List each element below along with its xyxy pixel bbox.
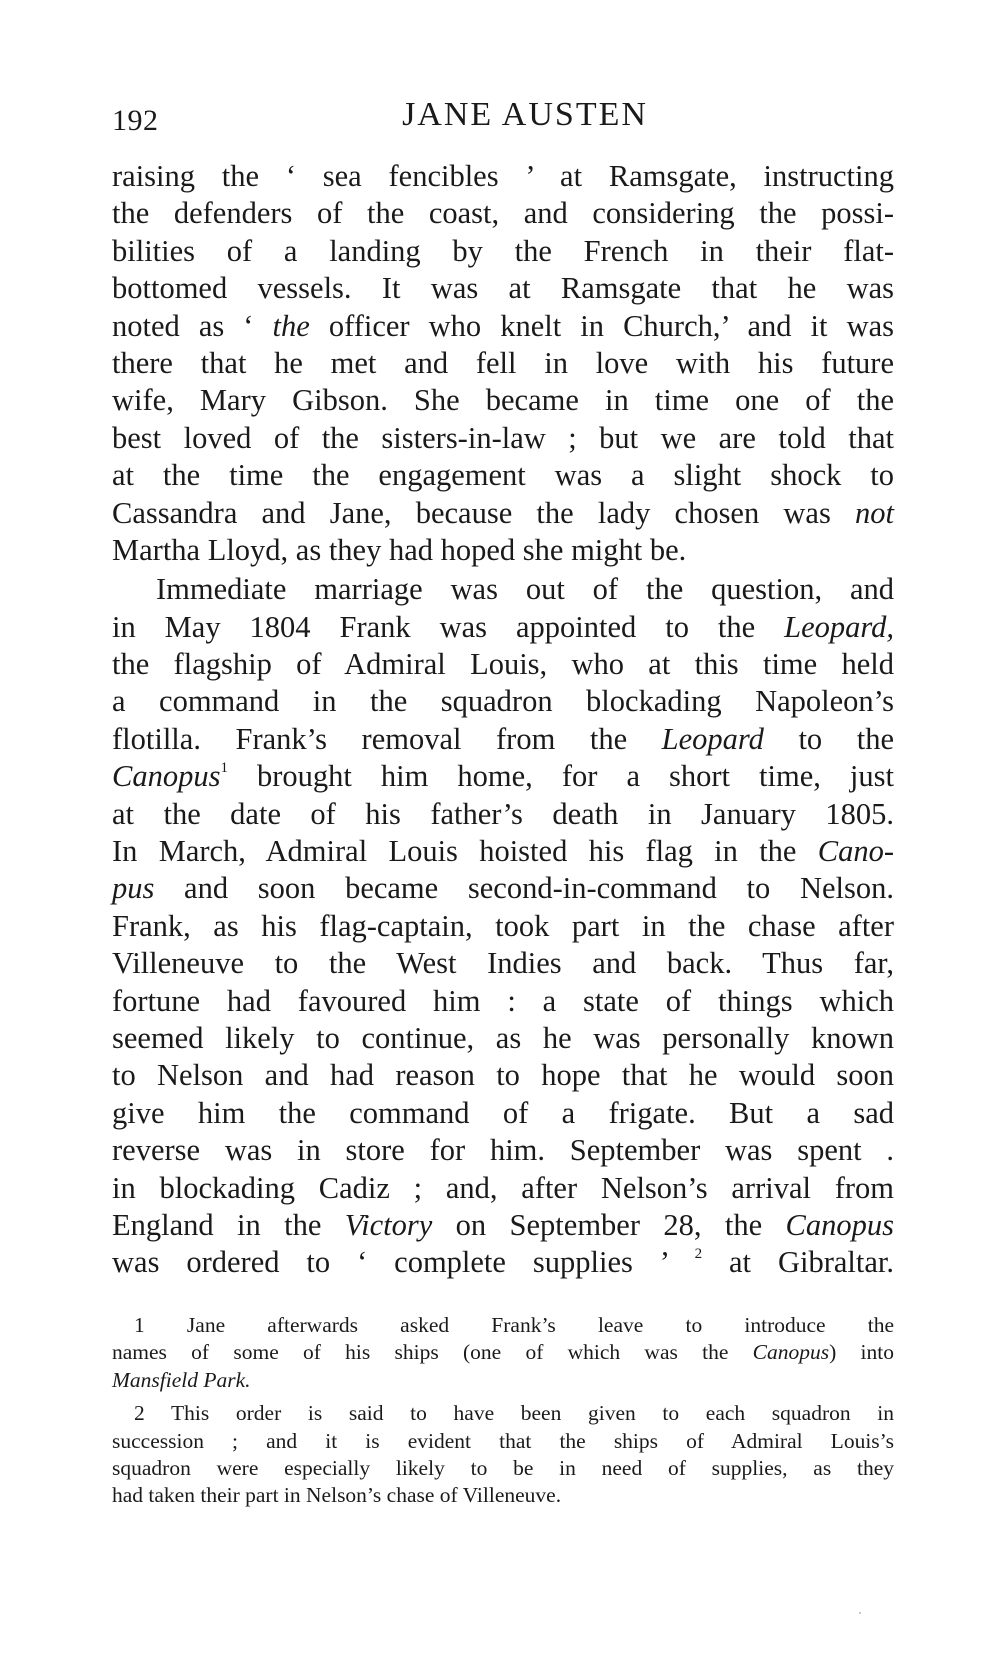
text-line <box>112 721 894 758</box>
text-line: the flagship of Admiral Louis, who at this time held <box>112 647 894 682</box>
page-number: 192 <box>112 104 159 137</box>
footnote-marker: 1 <box>220 760 228 777</box>
footnote-line <box>112 1367 894 1394</box>
text-run: to the <box>763 721 894 756</box>
text-line: Martha Lloyd, as they had hoped she might be. <box>112 532 687 567</box>
text-run: officer who knelt in Church,’ and it was <box>309 308 894 343</box>
text-line: a command in the squadron blockading Napoleon’s <box>112 684 894 719</box>
ship-name: Canopus <box>112 759 221 794</box>
text-run: names of some of his ships (one of which was the <box>112 1340 753 1365</box>
text-line <box>112 495 894 532</box>
footnote-line <box>112 1339 894 1366</box>
text-line: raising the ‘ sea fencibles ’ at Ramsgate, instructing <box>112 159 894 193</box>
text-line: there that he met and fell in love with his future <box>112 345 894 380</box>
text-line <box>112 1244 894 1281</box>
text-run: noted as ‘ <box>112 308 273 343</box>
paper-speck <box>859 1612 861 1614</box>
footnotes <box>112 1312 894 1510</box>
text-line: Frank, as his flag-captain, took part in the chase after <box>112 908 894 943</box>
footnote-line: had taken their part in Nelson’s chase of Villeneuve. <box>112 1483 562 1508</box>
text-run: brought him home, for a short time, just <box>227 759 894 794</box>
footnote-marker: 2 <box>694 1246 703 1263</box>
text-line: the defenders of the coast, and considering the possi- <box>112 196 894 231</box>
running-title: JANE AUSTEN <box>402 96 648 133</box>
text-line <box>112 308 894 345</box>
footnote-line: succession ; and it is evident that the ships of Admiral Louis’s <box>112 1428 894 1453</box>
text-line: seemed likely to continue, as he was personally known <box>112 1020 894 1055</box>
text-line: fortune had favoured him : a state of things which <box>112 983 894 1018</box>
text-line: in blockading Cadiz ; and, after Nelson’s arrival from <box>112 1170 894 1205</box>
text-run: was ordered to ‘ complete supplies ’ <box>112 1245 695 1280</box>
italic-word: the <box>272 308 310 343</box>
text-run: In March, Admiral Louis hoisted his flag in the <box>112 834 818 869</box>
ship-name: Canopus <box>752 1340 830 1365</box>
ship-name: pus <box>112 871 155 906</box>
text-line <box>112 870 894 907</box>
ship-name: Victory <box>344 1207 433 1242</box>
text-run: flotilla. Frank’s removal from the <box>112 721 662 756</box>
text-run: at Gibraltar. <box>702 1245 894 1280</box>
text-line: bottomed vessels. It was at Ramsgate that he was <box>112 271 894 306</box>
ship-name: Leopard, <box>784 609 894 644</box>
text-run: and soon became second-in-command to Nelson. <box>154 871 894 906</box>
ship-name: Leopard <box>661 721 764 756</box>
text-line: at the date of his father’s death in January 1805. <box>112 796 894 831</box>
text-line: at the time the engagement was a slight shock to <box>112 458 894 493</box>
text-line <box>112 609 894 646</box>
text-line: Immediate marriage was out of the question, and <box>156 572 894 607</box>
text-line: bilities of a landing by the French in their flat- <box>112 233 894 268</box>
footnote-line: 2 This order is said to have been given to each squadron in <box>134 1401 894 1426</box>
text-run: ) into <box>829 1340 894 1365</box>
main-text <box>112 158 894 1282</box>
text-run: in May 1804 Frank was appointed to the <box>112 609 785 644</box>
text-line: reverse was in store for him. September was spent . <box>112 1133 894 1168</box>
italic-word: not <box>855 495 894 530</box>
page-header <box>112 96 912 140</box>
text-line <box>112 1207 894 1244</box>
text-run: England in the <box>112 1207 345 1242</box>
footnote-line: 1 Jane afterwards asked Frank’s leave to introduce the <box>134 1313 894 1337</box>
text-line: to Nelson and had reason to hope that he would soon <box>112 1058 894 1093</box>
ship-name: Cano- <box>817 834 894 869</box>
book-title: Mansfield Park. <box>112 1367 251 1392</box>
text-line: wife, Mary Gibson. She became in time one of the <box>112 383 894 418</box>
text-run: on September 28, the <box>432 1207 786 1242</box>
text-line: give him the command of a frigate. But a sad <box>112 1095 894 1130</box>
text-line: best loved of the sisters-in-law ; but we are told that <box>112 420 894 455</box>
text-line <box>112 758 894 795</box>
footnote-line: squadron were especially likely to be in need of supplies, as they <box>112 1455 894 1480</box>
text-run: Cassandra and Jane, because the lady chosen was <box>112 495 856 530</box>
text-line: Villeneuve to the West Indies and back. Thus far, <box>112 946 894 981</box>
ship-name: Canopus <box>785 1207 894 1242</box>
text-line <box>112 833 894 870</box>
